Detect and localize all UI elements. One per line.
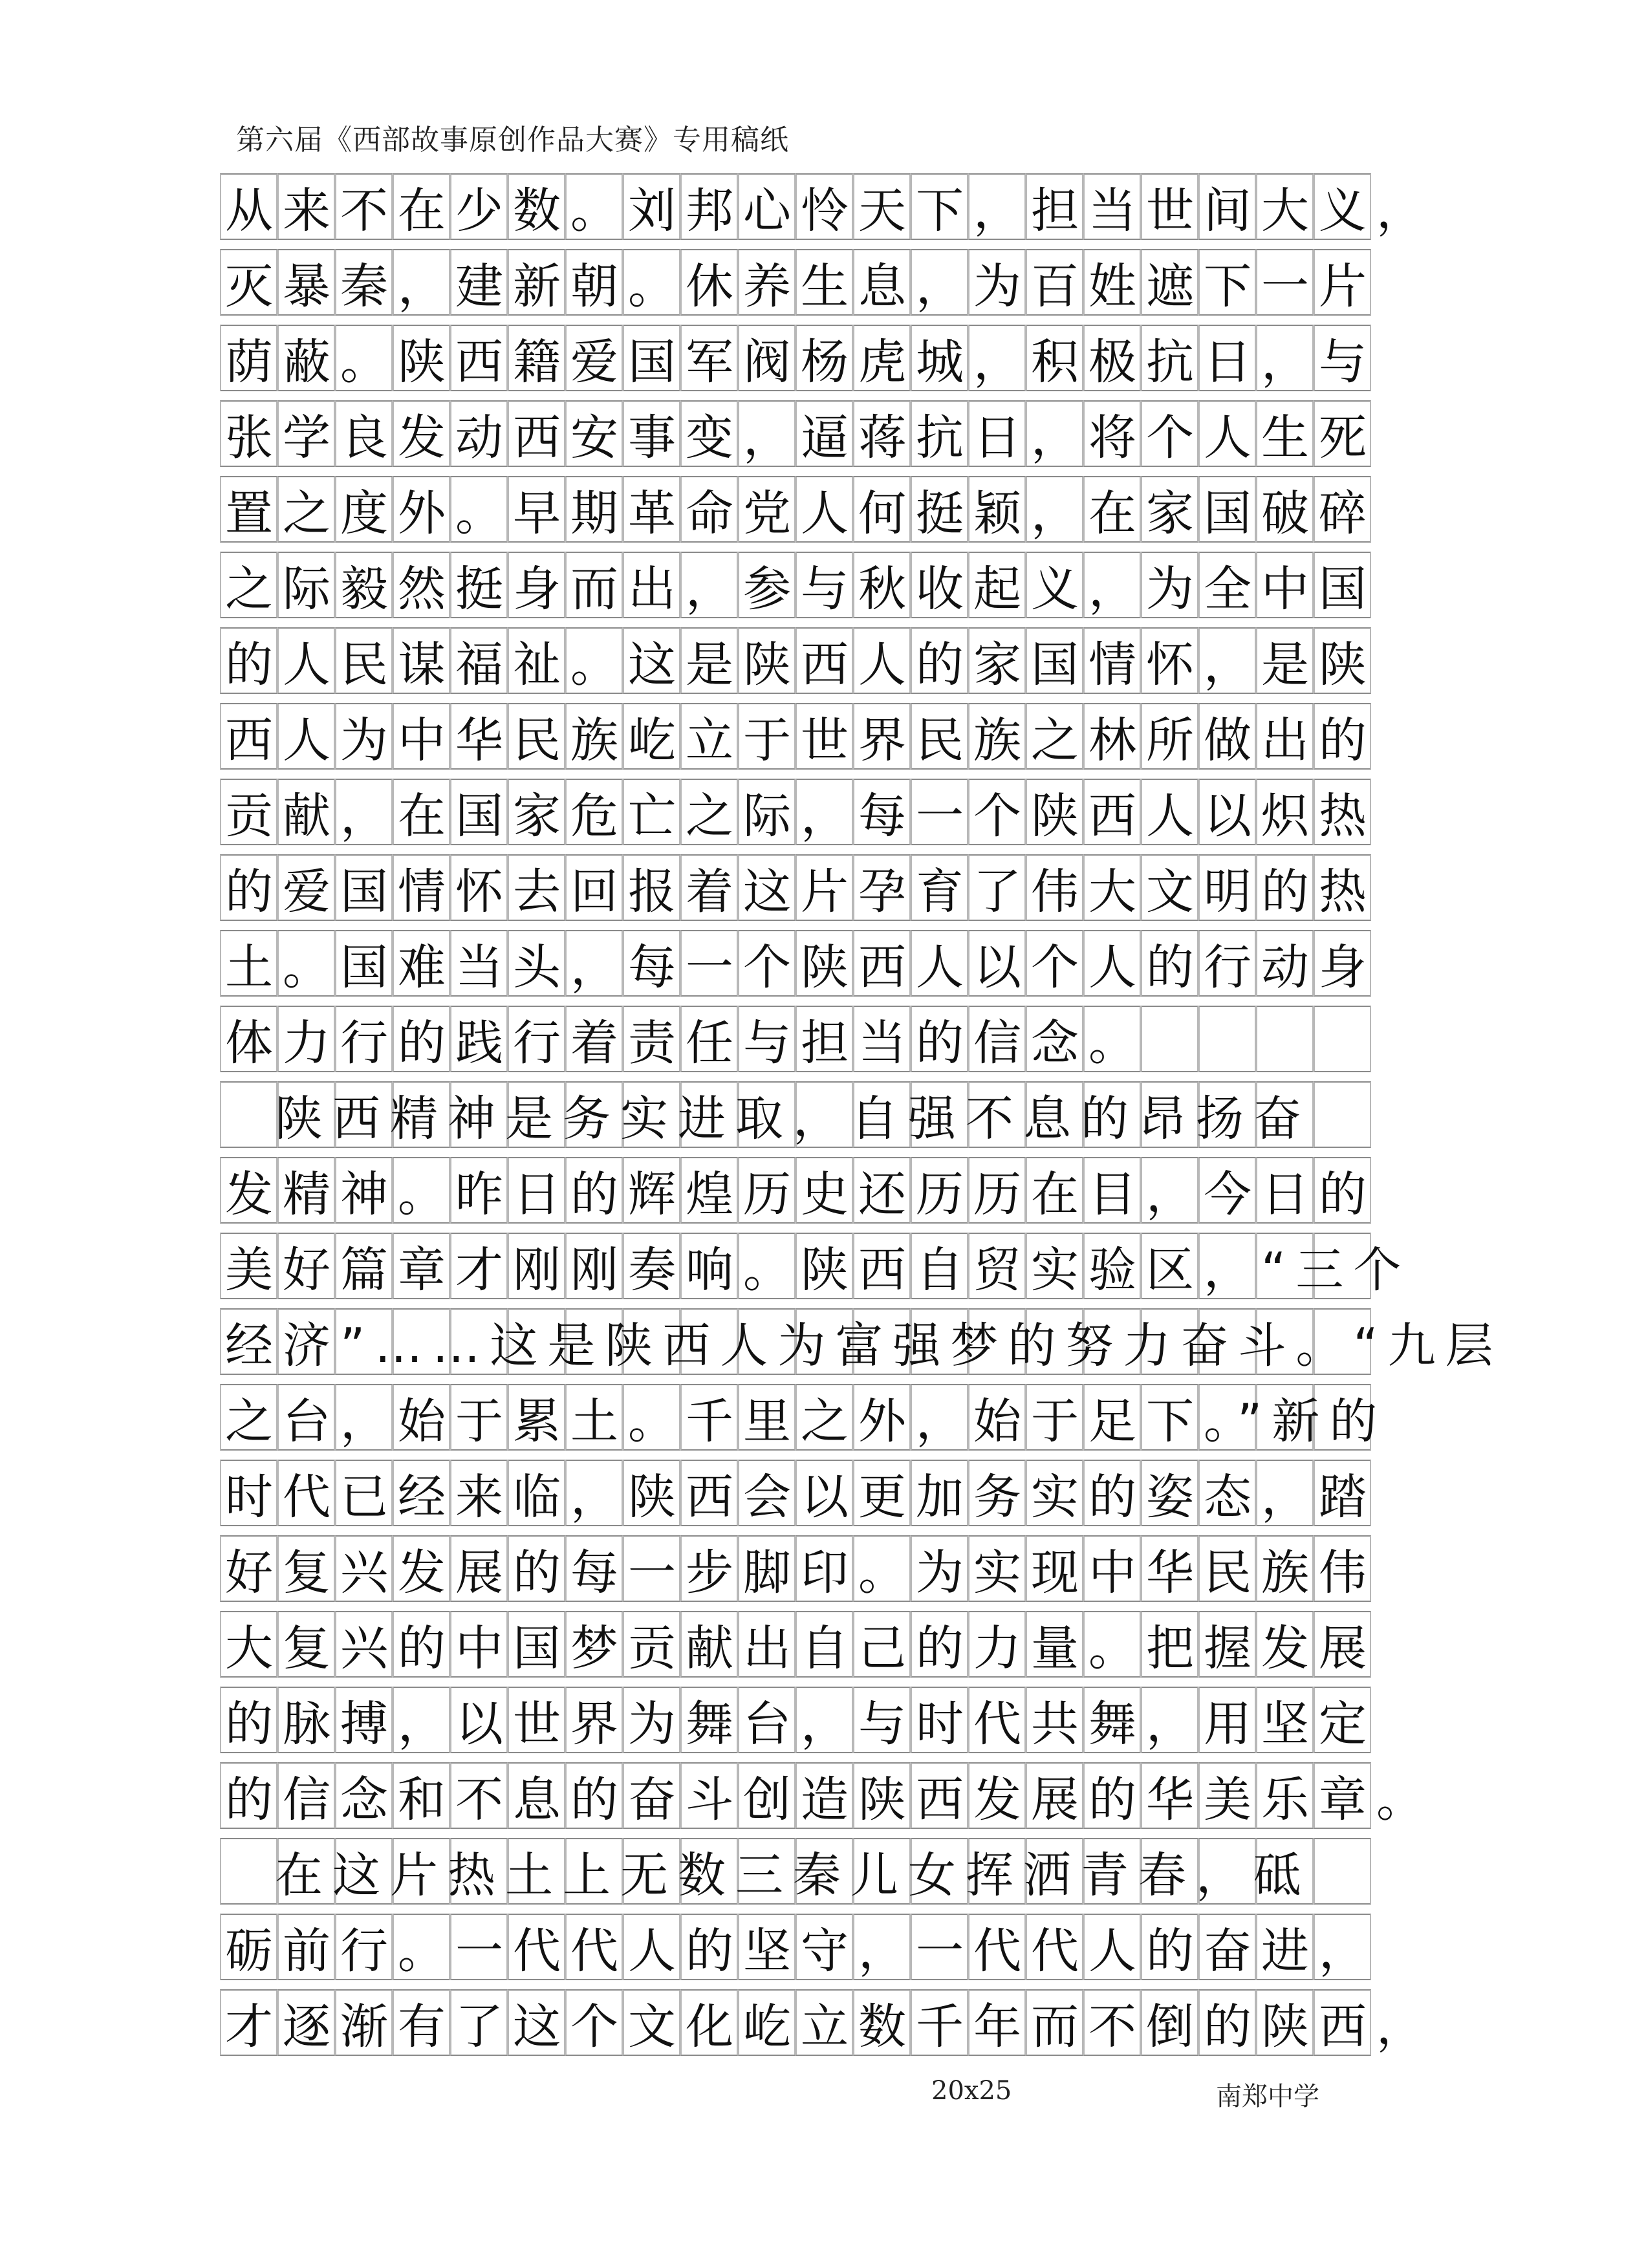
handwritten-line: 好复兴发展的每一步脚印。为实现中华民族伟 [225, 1544, 1376, 1601]
grid-size-label: 20x25 [931, 2076, 1012, 2106]
handwritten-line: 在这片热土上无数三秦儿女挥洒青春，砥 [225, 1847, 1312, 1903]
handwritten-line: 的爱国情怀去回报着这片孕育了伟大文明的热 [225, 863, 1376, 920]
grid-row [220, 400, 1376, 476]
handwritten-line: 张学良发动西安事变，逼蒋抗日，将个人生死 [225, 409, 1376, 466]
grid-row [220, 1006, 1371, 1081]
grid-row [220, 627, 1376, 703]
handwritten-line: 体力行的践行着责任与担当的信念。 [225, 1015, 1146, 1071]
handwritten-line: 发精神。昨日的辉煌历史还历历在目，今日的 [225, 1166, 1376, 1222]
handwritten-line: 从来不在少数。刘邦心怜天下，担当世间大义， [225, 182, 1434, 239]
handwritten-line: 灭暴秦，建新朝。休养生息，为百姓遮下一片 [225, 258, 1376, 314]
grid-row [220, 1308, 1503, 1384]
handwritten-line: 砺前行。一代代人的坚守，一代代人的奋进， [225, 1923, 1376, 1979]
grid-row [220, 1687, 1376, 1762]
handwritten-line: 才逐渐有了这个文化屹立数千年而不倒的陕西， [225, 1998, 1434, 2055]
handwritten-line: 美好篇章才刚刚奏响。陕西自贸实验区，“三个 [225, 1242, 1411, 1298]
grid-row [220, 703, 1376, 779]
grid-row [220, 173, 1434, 249]
handwritten-line: 大复兴的中国梦贡献出自己的力量。把握发展 [225, 1620, 1376, 1676]
grid-row [220, 476, 1376, 552]
writing-grid [220, 173, 1503, 2065]
school-name: 南郑中学 [1216, 2082, 1319, 2111]
grid-row [220, 1838, 1371, 1914]
handwritten-line: 的脉搏，以世界为舞台，与时代共舞，用坚定 [225, 1696, 1376, 1752]
grid-row [220, 1460, 1376, 1535]
grid-row [220, 1535, 1376, 1611]
grid-row [220, 779, 1376, 854]
handwritten-line: 土。国难当头，每一个陕西人以个人的行动身 [225, 939, 1376, 995]
grid-row [220, 1914, 1376, 1989]
handwritten-line: 贡献，在国家危亡之际，每一个陕西人以炽热 [225, 788, 1376, 844]
handwritten-line: 经济”……这是陕西人为富强梦的努力奋斗。“九层 [225, 1317, 1503, 1374]
handwritten-line: 之台，始于累土。千里之外，始于足下。”新的 [225, 1393, 1387, 1449]
grid-row [220, 1233, 1411, 1308]
grid-row [220, 325, 1376, 400]
grid-row [220, 930, 1376, 1006]
handwritten-line: 西人为中华民族屹立于世界民族之林所做出的 [225, 712, 1376, 768]
grid-row [220, 1762, 1434, 1838]
page-header: 第六届《西部故事原创作品大赛》专用稿纸 [236, 124, 789, 157]
grid-row [220, 249, 1376, 325]
handwritten-line: 置之度外。早期革命党人何挺颖，在家国破碎 [225, 485, 1376, 541]
handwritten-line: 之际毅然挺身而出，参与秋收起义，为全中国 [225, 561, 1376, 617]
handwritten-line: 的人民谋福祉。这是陕西人的家国情怀，是陕 [225, 636, 1376, 693]
grid-row [220, 1611, 1376, 1687]
grid-row [220, 1384, 1387, 1460]
grid-row [220, 552, 1376, 627]
handwritten-line: 时代已经来临，陕西会以更加务实的姿态，踏 [225, 1469, 1376, 1525]
handwritten-line: 的信念和不息的奋斗创造陕西发展的华美乐章。 [225, 1771, 1434, 1828]
grid-row [220, 1989, 1434, 2065]
grid-row [220, 854, 1376, 930]
grid-row [220, 1081, 1371, 1157]
grid-row [220, 1157, 1376, 1233]
handwritten-line: 荫蔽。陕西籍爱国军阀杨虎城，积极抗日，与 [225, 334, 1376, 390]
handwritten-line: 陕西精神是务实进取，自强不息的昂扬奋 [225, 1090, 1312, 1147]
